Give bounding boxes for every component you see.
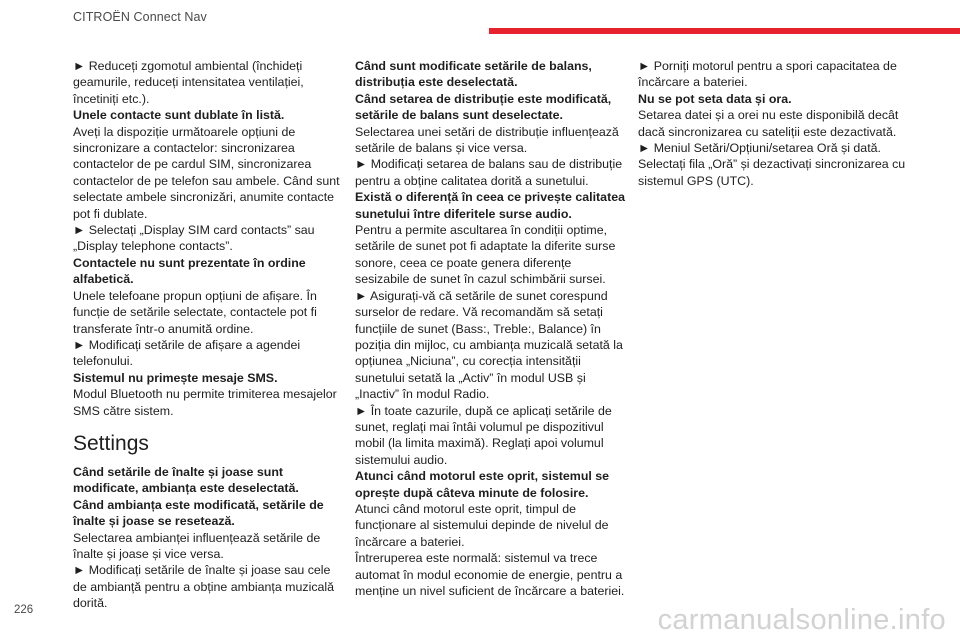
problem-sound-quality: Există o diferență în ceea ce privește calitatea sunetului între diferitele surse audio. (355, 190, 625, 221)
column-2 (355, 58, 627, 599)
answer-duplicate-contacts: Aveți la dispoziție următoarele opțiuni de sincronizare a contactelor: sincronizarea contactelor de pe cardul SIM, sincronizarea contactelor de pe telefon sau ambele. Când sunt selectate ambele sincronizări, anumite contacte pot fi dublate. (73, 124, 340, 221)
header-title: CITROËN Connect Nav (73, 10, 207, 24)
problem-treble-bass: Când setările de înalte și joase sunt modificate, ambianța este deselectată. (73, 464, 299, 496)
section-title-settings: Settings (73, 431, 149, 455)
instruction-select-display: ► Selectați „Display SIM card contacts” sau „Display telephone contacts”. (73, 223, 315, 254)
problem-date-time: Nu se pot seta data și ora. (638, 91, 792, 106)
problem-sms: Sistemul nu primește mesaje SMS. (73, 370, 278, 385)
problem-contacts-order: Contactele nu sunt prezentate în ordine alfabetică. (73, 255, 306, 287)
answer-engine-off: Atunci când motorul este oprit, timpul de funcționare al sistemului depinde de nivelul de încărcare a bateriei. (355, 501, 609, 549)
instruction-date-time-menu: ► Meniul Setări/Opțiuni/setarea Oră și dată. Selectați fila „Oră” și dezactivați sincronizarea cu sistemul GPS (UTC). (638, 141, 906, 188)
watermark: carmanualsonline.info (657, 604, 946, 636)
problem-ambience: Când ambianța este modificată, setările de înalte și joase se resetează. (73, 497, 324, 529)
column-3 (638, 58, 910, 189)
page-number: 226 (14, 604, 34, 616)
instruction-reduce-noise: ► Reduceți zgomotul ambiental (închideți geamurile, reduceți intensitatea ventilației, încetiniți etc.). (73, 59, 304, 106)
problem-engine-off: Atunci când motorul este oprit, sistemul se oprește după câteva minute de folosire. (355, 469, 610, 500)
instruction-modify-display: ► Modificați setările de afișare a agendei telefonului. (73, 337, 301, 369)
answer-date-time: Setarea datei și a orei nu este disponibilă decât dacă sincronizarea cu sateliții este dezactivată. (638, 108, 899, 139)
problem-duplicate-contacts: Unele contacte sunt dublate în listă. (73, 108, 285, 123)
instruction-sound-settings: ► Asigurați-vă că setările de sunet corespund surselor de redare. Vă recomandăm să setați funcțiile de sunet (Bass:, Treble:, Balance) în poziția din mijloc, cu ambianța muzicală setată la opțiunea „Niciuna”, cu corecția intensității sunetului setată la „Activ” în modul USB și „Inactiv” în modul Radio. (355, 288, 623, 402)
answer-ambience: Selectarea ambianței influențează setările de înalte și joase și vice versa. (73, 530, 321, 561)
answer-energy-saving: Întreruperea este normală: sistemul va trece automat în modul economie de energie, pentru a menține un nivel suficient de încărcare a bateriei. (355, 551, 625, 598)
problem-distribution: Când setarea de distribuție este modificată, setările de balans sunt deselectate. (355, 91, 612, 123)
instruction-start-engine: ► Porniți motorul pentru a spori capacitatea de încărcare a bateriei. (638, 59, 897, 90)
answer-distribution: Selectarea unei setări de distribuție influențează setările de balans și vice versa. (355, 124, 619, 156)
answer-sms: Modul Bluetooth nu permite trimiterea mesajelor SMS către sistem. (73, 387, 337, 418)
problem-balance: Când sunt modificate setările de balans, distribuția este deselectată. (355, 59, 592, 90)
instruction-modify-ambience: ► Modificați setările de înalte și joase sau cele de ambianță pentru a obține ambianța muzicală dorită. (73, 563, 335, 611)
answer-sound-quality: Pentru a permite ascultarea în condiții optime, setările de sunet pot fi adaptate la diferite surse sonore, ceea ce poate genera diferențe sesizabile de sunet în cazul schimbării sursei. (355, 223, 616, 287)
instruction-volume: ► În toate cazurile, după ce aplicați setările de sunet, reglați mai întâi volumul pe dispozitivul mobil (la limita maximă). Reglați apoi volumul sistemului audio. (355, 403, 612, 467)
instruction-modify-balance: ► Modificați setarea de balans sau de distribuție pentru a obține calitatea dorită a sunetului. (355, 157, 623, 188)
header-accent-bar (489, 28, 960, 34)
column-1 (73, 58, 345, 612)
answer-contacts-order: Unele telefoane propun opțiuni de afișare. În funcție de setările selectate, contactele pot fi transferate într-o anumită ordine. (73, 288, 317, 336)
